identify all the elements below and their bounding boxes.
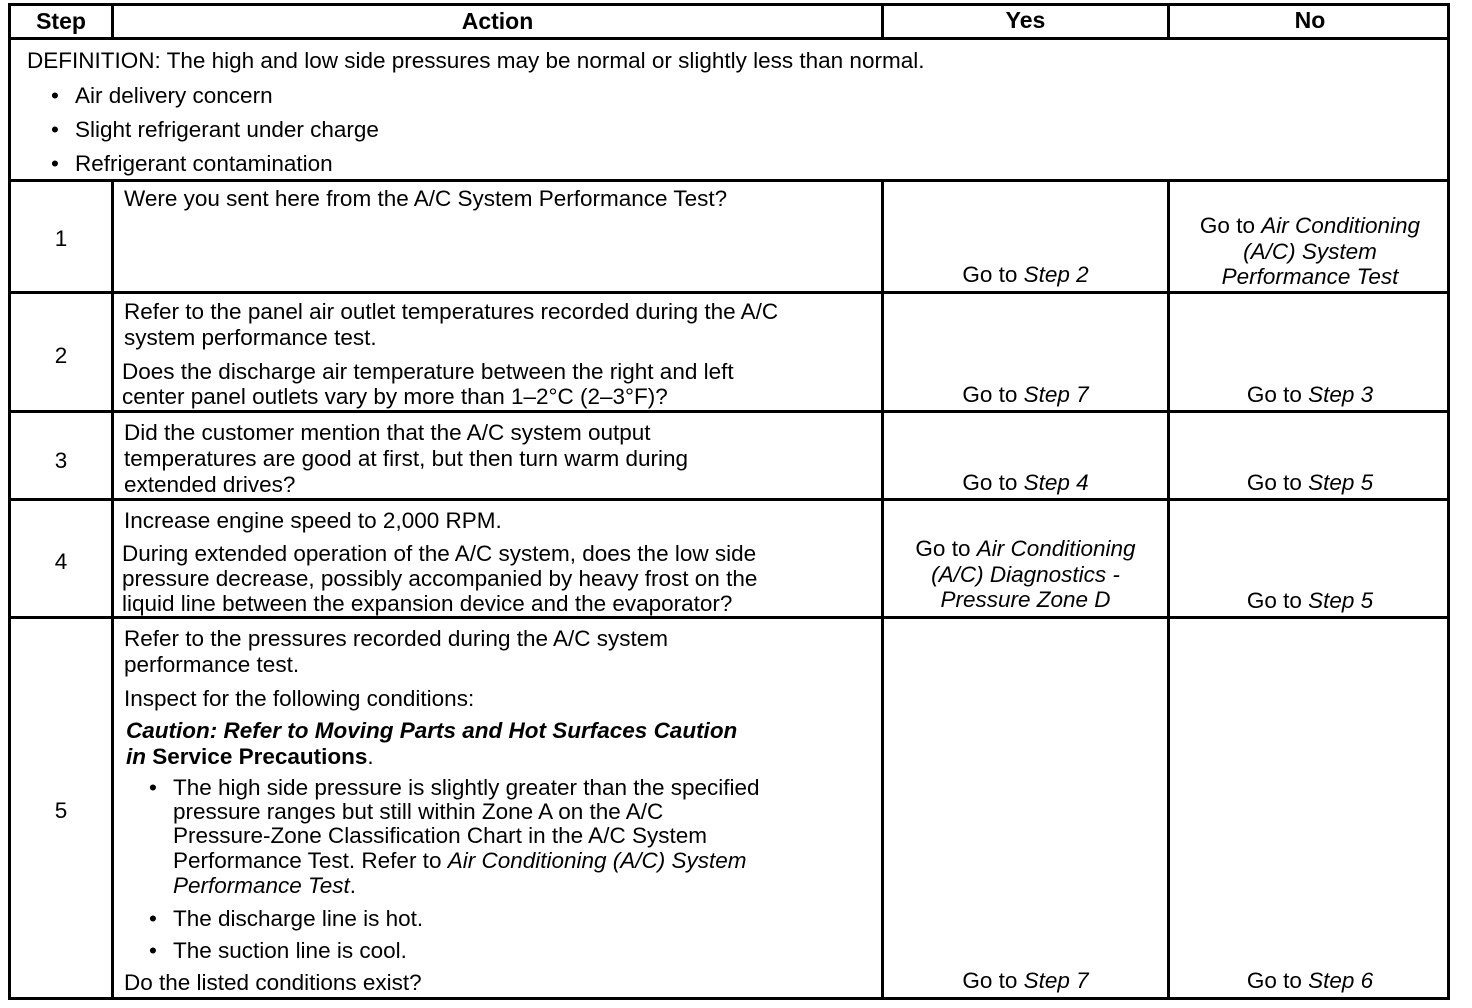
bullet-icon: • xyxy=(149,775,157,800)
row-divider xyxy=(11,498,1447,501)
condition-text: The discharge line is hot. xyxy=(173,906,424,931)
step-action: Does the discharge air temperature between the right and left xyxy=(122,359,734,384)
step-action: Refer to the panel air outlet temperatures recorded during the A/C xyxy=(124,299,779,324)
condition-text: pressure ranges but still within Zone A on the A/C xyxy=(173,799,664,824)
step-number: 3 xyxy=(54,448,68,473)
step-action: pressure decrease, possibly accompanied by heavy frost on the xyxy=(122,566,758,591)
condition-text: Performance Test. Refer to Air Conditioning (A/C) System xyxy=(173,848,747,873)
yes-result: Go to Step 7 xyxy=(962,968,1089,993)
no-result: Go to Step 6 xyxy=(1246,968,1374,993)
yes-result: Go to Step 7 xyxy=(962,382,1089,407)
no-result: Go to Step 5 xyxy=(1246,588,1374,613)
row-divider xyxy=(11,291,1447,294)
system-performance-test-link[interactable]: Performance Test xyxy=(173,873,350,898)
condition-text: The suction line is cool. xyxy=(173,938,407,963)
yes-result: Go to Step 4 xyxy=(962,470,1089,495)
condition-text: Pressure-Zone Classification Chart in the A/C System xyxy=(173,823,707,848)
header-step: Step xyxy=(36,8,86,34)
header-no: No xyxy=(1294,7,1326,33)
no-result: Go to Step 3 xyxy=(1246,382,1374,407)
bullet-icon: • xyxy=(149,938,157,963)
no-result: Go to Step 5 xyxy=(1246,470,1374,495)
step-action: center panel outlets vary by more than 1–2°C (2–3°F)? xyxy=(122,384,668,409)
definition-bullet: Air delivery concern xyxy=(75,83,273,108)
step-action: extended drives? xyxy=(124,472,296,497)
step-action: liquid line between the expansion device and the evaporator? xyxy=(122,591,733,616)
condition-text: Performance Test. xyxy=(173,873,357,898)
step-action: system performance test. xyxy=(124,325,377,350)
step-action: Refer to the pressures recorded during the A/C system xyxy=(124,626,669,651)
step-action: performance test. xyxy=(124,652,300,677)
definition-text: DEFINITION: The high and low side pressures may be normal or slightly less than normal. xyxy=(27,48,925,73)
col-divider xyxy=(111,179,114,997)
bullet-icon: • xyxy=(51,117,59,142)
step-question: Do the listed conditions exist? xyxy=(124,970,422,995)
header-action: Action xyxy=(461,8,534,34)
service-precautions-link[interactable]: Service Precautions xyxy=(152,744,368,769)
row-divider xyxy=(11,179,1447,182)
no-result: Go to Air Conditioning (A/C) System Performance Test xyxy=(1199,213,1421,289)
step-action: Increase engine speed to 2,000 RPM. xyxy=(124,508,502,533)
step-action: Inspect for the following conditions: xyxy=(124,686,475,711)
yes-result: Go to Step 2 xyxy=(962,262,1089,287)
yes-result: Go to Air Conditioning (A/C) Diagnostics - Pressure Zone D xyxy=(915,536,1136,612)
bullet-icon: • xyxy=(51,83,59,108)
row-divider xyxy=(11,37,1447,40)
system-performance-test-link[interactable]: Air Conditioning (A/C) System xyxy=(447,848,747,873)
step-number: 2 xyxy=(54,343,68,368)
bullet-icon: • xyxy=(149,906,157,931)
bullet-icon: • xyxy=(51,151,59,176)
header-yes: Yes xyxy=(1005,7,1046,33)
step-action: Were you sent here from the A/C System Performance Test? xyxy=(124,186,728,211)
step-number: 4 xyxy=(54,549,68,574)
step-action: During extended operation of the A/C system, does the low side xyxy=(122,541,757,566)
definition-bullet: Refrigerant contamination xyxy=(75,151,333,176)
step-action: Did the customer mention that the A/C system output xyxy=(124,420,651,445)
row-divider xyxy=(11,616,1447,619)
caution-note: Caution: Refer to Moving Parts and Hot Surfaces Caution xyxy=(126,718,738,743)
step-number: 1 xyxy=(54,226,68,251)
diagnostic-table xyxy=(8,3,1450,1000)
caution-note: in Service Precautions. xyxy=(126,744,374,769)
definition-bullet: Slight refrigerant under charge xyxy=(75,117,379,142)
step-number: 5 xyxy=(54,798,68,823)
step-action: temperatures are good at first, but then turn warm during xyxy=(124,446,689,471)
condition-text: The high side pressure is slightly greater than the specified xyxy=(173,775,760,800)
row-divider xyxy=(11,410,1447,413)
